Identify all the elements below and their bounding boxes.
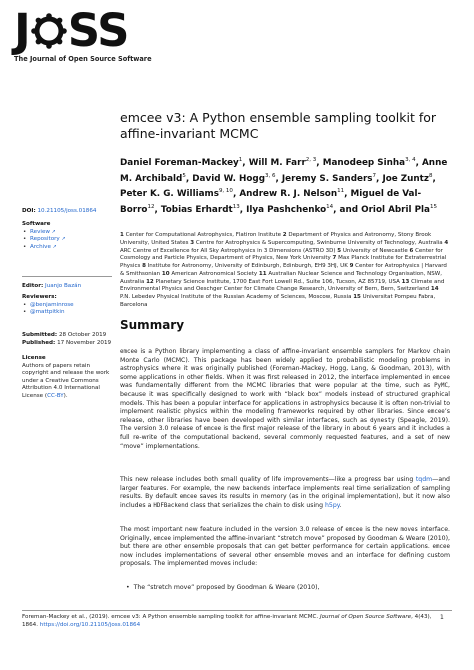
logo-letters-left: J — [14, 4, 30, 57]
text-run: class that serializes the chain to disk using — [188, 501, 325, 509]
author-affiliation-marker: 1 — [238, 157, 243, 163]
external-link-icon: ↗ — [49, 228, 56, 235]
reviewers-label: Reviewers: — [22, 294, 57, 300]
author-name: Ilya Pashchenko — [246, 205, 327, 216]
affiliation-number: 9 — [349, 263, 354, 269]
text-run: , because it was specifically designed to work with “black box” models instead of structured graphical models. This has been a popular interface for applications in astrophysics because it is often non-trivial to implement realistic physics within the modeling frameworks required by other libraries. Since — [120, 382, 450, 416]
summary-paragraph-3 — [120, 526, 450, 569]
author-name: Peter K. G. Williams — [120, 189, 219, 200]
sidebar-editor — [22, 283, 112, 291]
software-label: Software — [22, 221, 51, 227]
sidebar-software — [22, 221, 112, 251]
text-run: ’s release, other libraries have been developed with similar interfaces, such as — [120, 408, 450, 424]
published-label: Published: — [22, 339, 56, 346]
affiliation-number: 7 — [332, 255, 337, 262]
reviewer-link[interactable]: @benjaminrose — [30, 301, 74, 308]
text-run: This new release includes both small quality of life improvements—like a progress bar using — [120, 476, 416, 483]
text-run: is the first major release of the library in about 6 years and it includes a full re-write of the computational backend, several commonly requested features, and a set of new “move” implementations. — [120, 425, 450, 450]
code-emcee: emcee — [120, 349, 138, 355]
affiliation-text: P.N. Lebedev Physical Institute of the Russian Academy of Sciences, Moscow, Russia — [120, 294, 352, 300]
author-name: Jeremy S. Sanders — [281, 173, 373, 184]
external-link-icon: ↗ — [59, 236, 66, 242]
submitted-date: 28 October 2019 — [58, 332, 107, 338]
affiliation-number: 8 — [142, 263, 146, 269]
submitted-label: Submitted: — [22, 332, 58, 338]
text-run: is the new — [362, 526, 401, 533]
text-run: was fundamentally different from the MCMC libraries that were popular at the time, such as — [120, 382, 435, 390]
author-affiliation-marker: 9, 10 — [218, 188, 233, 195]
doi-label: DOI: — [22, 208, 36, 214]
text-run: interface implements real time serialization of sampling results. By default — [120, 484, 451, 501]
affiliation-text: American Astronomical Society — [171, 270, 258, 277]
author-name: Manodeep Sinha — [322, 157, 406, 168]
software-link[interactable]: Archive — [30, 243, 51, 250]
author-affiliation-marker: 5 — [182, 172, 186, 179]
affiliation-number: 2 — [282, 232, 287, 238]
affiliation-text: Center for Astrophysics | Harvard & Smithsonian — [120, 263, 447, 277]
code-emcee: emcee — [432, 544, 450, 551]
sidebar-license — [22, 355, 112, 400]
affiliation-text: Planetary Science Institute, 1700 East Fort Lowell Rd., Suite 106, Tucson, AZ 85719, USA — [155, 278, 400, 285]
tqdm-link[interactable]: tqdm — [415, 476, 433, 483]
footer-journal: Journal of Open Source Software — [319, 614, 412, 620]
affiliation-text: Max Planck Institute for Extraterrestrial Physics — [120, 255, 447, 269]
logo-letters-right: SS — [67, 4, 129, 57]
reviewer-item[interactable] — [30, 302, 112, 310]
author-name: Tobias Erhardt — [160, 205, 233, 216]
license-link[interactable]: CC-BY — [47, 392, 64, 399]
published-date: 17 November 2019 — [57, 339, 112, 346]
author-affiliation-marker: 14 — [326, 204, 334, 211]
reviewer-link[interactable]: @mattpitkin — [30, 309, 65, 315]
footer-divider — [22, 610, 452, 611]
text-run: is a Python library implementing a class of affine-invariant ensemble samplers for Markov chain Monte Carlo (MCMC). This package has been widely applied to probabilistic modeling problems in astrophysics where it was originally published (Foreman-Mackey, Hogg, Lang, & Goodman, 2013), with some applications in other fields. When it was first released in 2012, the interface implemented in — [120, 348, 450, 381]
text-run: —and larger features. For example, the new — [120, 476, 450, 492]
affiliation-text: Institute for Astronomy, University of Edinburgh, Edinburgh, EH9 3HJ, UK — [147, 263, 348, 269]
affiliation-text: Center for Cosmology and Particle Physics, Department of Physics, New York University — [120, 247, 443, 262]
author-name: Joe Zuntz — [382, 173, 430, 184]
affiliation-text: Australian Nuclear Science and Technology Organisation, NSW, Australia — [120, 270, 442, 285]
affiliation-number: 6 — [409, 247, 414, 254]
moves-list-item-text: The “stretch move” proposed by Goodman & Weare (2010), — [133, 584, 320, 591]
affiliation-number: 1 — [120, 232, 124, 238]
editor-label: Editor: — [22, 283, 44, 289]
license-text-run: Authors of papers retain copyright and release the work under a Creative Commons Attribution 4.0 International License ( — [22, 362, 110, 399]
software-link[interactable]: Review — [30, 228, 50, 235]
doi-link[interactable]: 10.21105/joss.01864 — [37, 208, 97, 214]
author-affiliation-marker: 2, 3 — [305, 157, 317, 163]
affiliation-number: 11 — [258, 270, 267, 277]
code-emcee: emcee — [179, 494, 198, 501]
moves-list-item: • The “stretch move” proposed by Goodman & Weare (2010), — [126, 584, 320, 591]
affiliation-number: 12 — [146, 278, 154, 285]
affiliation-text: Universitat Pompeu Fabra, Barcelona — [120, 294, 436, 308]
software-link[interactable]: Repository — [30, 236, 60, 242]
sidebar-doi — [22, 208, 112, 216]
summary-paragraph-2 — [120, 476, 450, 510]
summary-paragraph-1 — [120, 348, 450, 451]
code-emcee: emcee — [427, 409, 445, 416]
reviewer-item[interactable] — [30, 309, 112, 317]
paper-title: emcee v3: A Python ensemble sampling toolkit for affine-invariant MCMC — [120, 110, 437, 141]
affiliation-number: 13 — [401, 278, 410, 285]
author-affiliation-marker: 12 — [147, 204, 155, 211]
reviewer-list — [22, 302, 112, 317]
license-text-end: ). — [63, 392, 68, 399]
affiliation-text: Department of Physics and Astronomy, Stony Brook University, United States — [120, 232, 432, 246]
affiliation-number: 5 — [337, 247, 342, 254]
author-list: Daniel Foreman-Mackey$^1$, Will M. Farr$^{2, 3}$, Manodeep Sinha$^{3, 4}$, Anne M. Archibald$^5$, David W. Hogg$^{3, 6}$, Jeremy S. Sanders$^7$, Joe Zuntz$^8$, Peter K. G. Williams$^{9, 10}$, Andrew R. J. Nelson$^{11}$, Miguel de Val-Borro$^{12}$, Tobias Erhardt$^{13}$, Ilya Pashchenko$^{14}$, and Oriol Abril Pla$^{15}$ — [120, 157, 448, 216]
author-affiliation-marker: 3, 4 — [405, 157, 416, 163]
software-list — [22, 229, 112, 252]
text-run: interface. Originally, — [120, 526, 450, 542]
code-pymc: PyMC — [434, 383, 449, 390]
code-backends: backends — [242, 485, 271, 492]
author-affiliation-marker: 3, 6 — [265, 172, 276, 179]
affiliation-text: ARC Centre of Excellence for All Sky Astrophysics in 3 Dimensions (ASTRO 3D) — [120, 247, 336, 254]
code-emcee: emcee — [203, 426, 222, 433]
page-number: 1 — [440, 614, 444, 621]
author-name: Anne M. Archibald — [120, 157, 448, 184]
sidebar-divider — [22, 276, 112, 277]
footer-text: , 4(43), 1864. — [22, 614, 432, 628]
code-moves: moves — [400, 527, 418, 533]
text-run: now includes implementations of several other ensemble moves and an interface for defining custom proposals. The implemented moves include: — [120, 551, 450, 568]
affiliation-text: Centre for Astrophysics & Supercomputing, Swinburne University of Technology, Australia — [195, 239, 443, 246]
license-text — [22, 363, 112, 401]
h5py-link[interactable]: h5py — [325, 501, 340, 509]
author-affiliation-marker: 11 — [337, 188, 345, 195]
affiliation-list — [120, 232, 450, 310]
footer-text: Foreman-Mackey et al., (2019). emcee v3: A Python ensemble sampling toolkit for affine-invariant MCMC. — [22, 614, 320, 620]
author-name: Miguel de Val-Borro — [120, 189, 422, 216]
joss-logo — [14, 4, 152, 63]
affiliation-number: 10 — [161, 270, 170, 277]
author-affiliation-marker: 8 — [429, 172, 433, 179]
code-hdfbackend: HDFBackend — [153, 502, 189, 509]
sidebar-dates — [22, 332, 112, 347]
code-dynesty: dynesty — [370, 417, 395, 424]
code-emcee: emcee — [153, 535, 171, 542]
editor-link[interactable]: Juanjo Bazán — [45, 283, 82, 289]
author-name: David W. Hogg — [192, 173, 265, 184]
author-affiliation-marker: 15 — [430, 204, 437, 211]
affiliation-number: 3 — [190, 239, 195, 246]
author-affiliation-marker: 13 — [232, 204, 240, 211]
affiliation-number: 15 — [353, 294, 361, 300]
author-name: Andrew R. J. Nelson — [239, 189, 338, 200]
software-item-review[interactable] — [30, 229, 112, 237]
text-run: The most important new feature included in the version 3.0 release of — [120, 526, 346, 533]
affiliation-number: 4 — [444, 239, 449, 246]
text-run: (Speagle, 2019). The version 3.0 release of — [120, 416, 450, 433]
summary-heading: Summary — [120, 318, 185, 332]
affiliation-text: Climate and Environmental Physics and Oeschger Center for Climate Change Research, University of Bern, Bern, Switzerland — [120, 278, 445, 293]
software-item-archive[interactable] — [30, 244, 112, 252]
license-label: License — [22, 355, 46, 361]
text-run: saves its results in memory (as in the original implementation), but it now also includes a — [120, 493, 450, 509]
affiliation-text: Center for Computational Astrophysics, Flatiron Institute — [125, 232, 282, 238]
external-link-icon: ↗ — [50, 243, 57, 250]
code-emcee: emcee — [345, 527, 363, 533]
logo-subtitle: The Journal of Open Source Software — [14, 55, 152, 63]
text-run: implemented the affine-invariant “stretch move” proposed by Goodman & Weare (2010), but there are other ensemble proposals that can get better performance for certain applications. — [120, 534, 450, 551]
code-emcee: emcee — [432, 374, 450, 381]
author-name: Oriol Abril Pla — [361, 205, 430, 216]
affiliation-text: University of Newcastle — [342, 247, 408, 254]
sidebar-reviewers — [22, 294, 112, 317]
logo-o-mark — [31, 13, 67, 49]
author-name: Daniel Foreman-Mackey — [120, 157, 239, 168]
footer-doi-link[interactable]: https://doi.org/10.21105/joss.01864 — [39, 621, 141, 628]
author-affiliation-marker: 7 — [372, 172, 377, 179]
author-name: Will M. Farr — [248, 157, 306, 168]
affiliation-number: 14 — [430, 286, 439, 293]
text-run: . — [339, 501, 342, 509]
footer-citation — [22, 614, 432, 629]
software-item-repository[interactable] — [30, 236, 112, 244]
